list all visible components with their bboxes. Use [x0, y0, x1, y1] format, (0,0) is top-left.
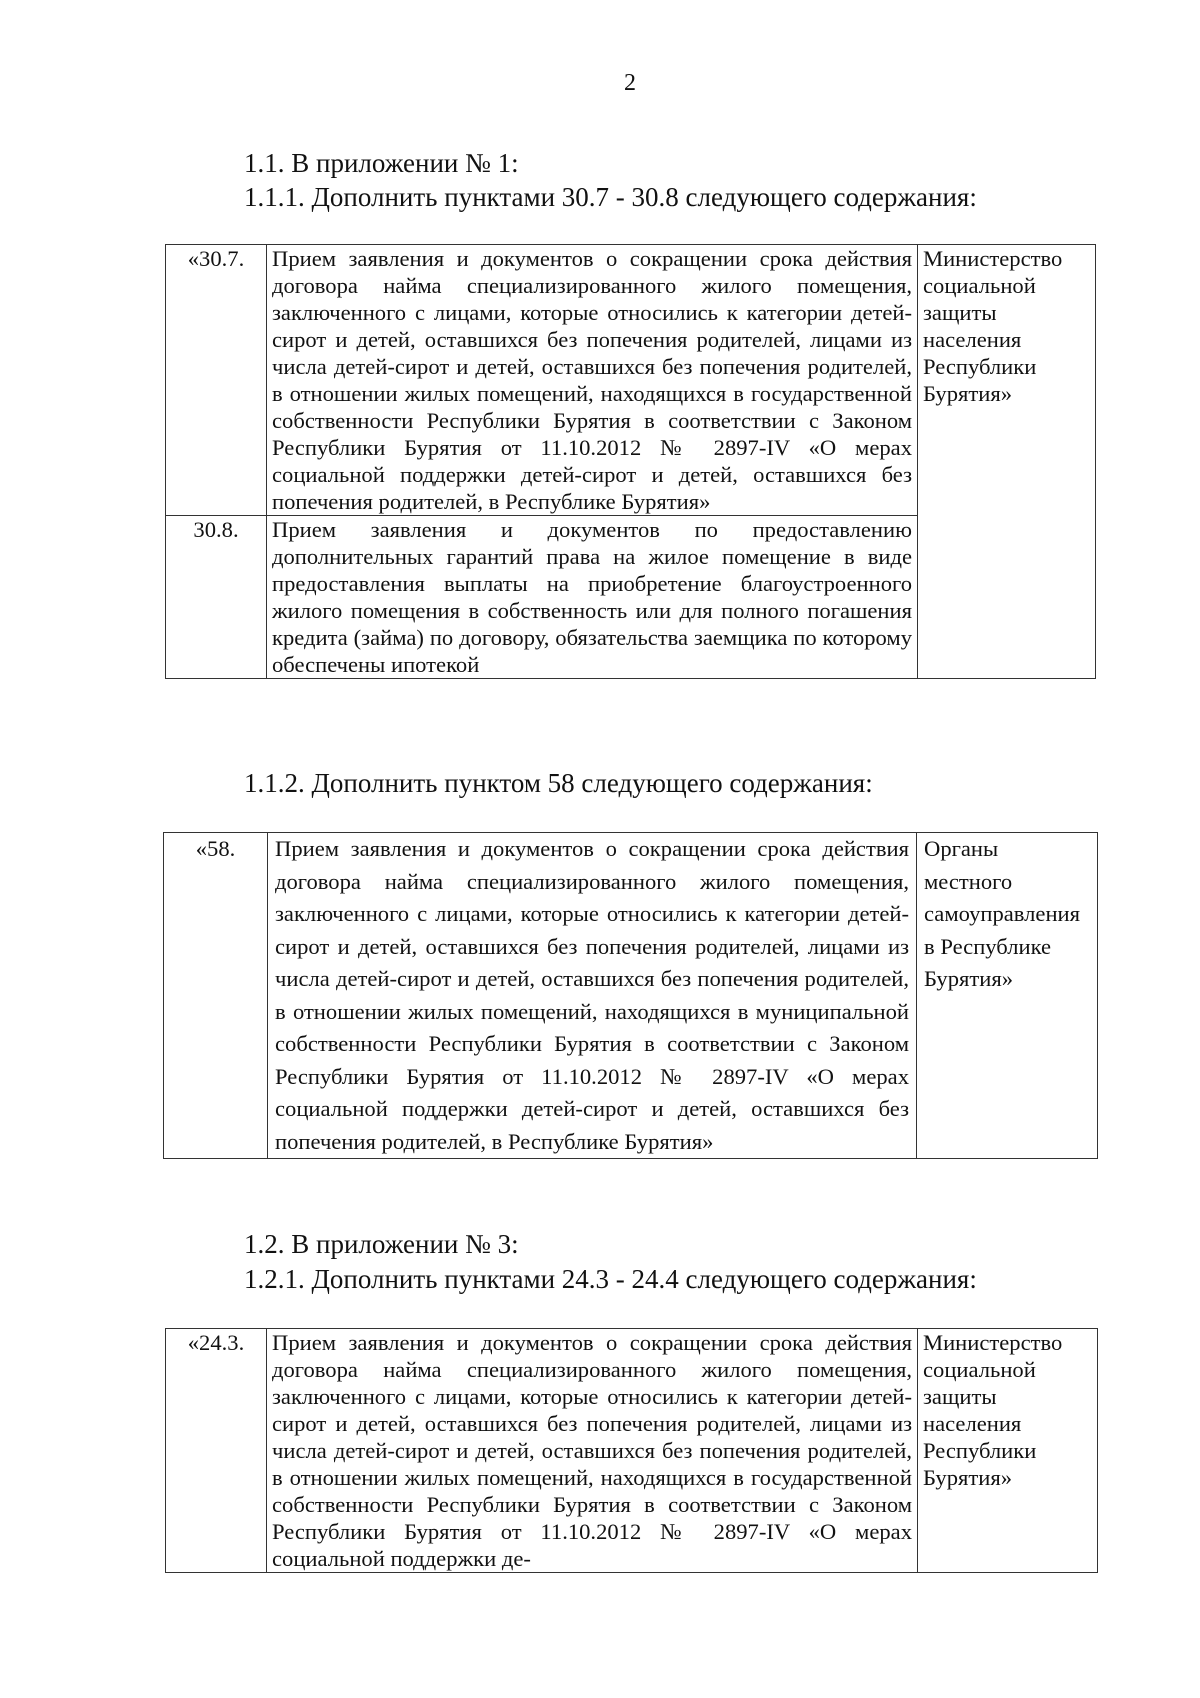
- heading-appendix-1: 1.1. В приложении № 1:: [244, 148, 519, 178]
- item-text-cell: Прием заявления и документов о сокращении срока действия договора найма специализированного жилого помещения, заключенного с лицами, которые относились к категории детей-сирот и детей, оставшихся без попечения родителей, лицами из числа детей-сирот и детей, оставшихся без попечения родителей, в отношении жилых помещений, находящихся в государственной собственности Республики Бурятия в соответствии с Законом Республики Бурятия от 11.10.2012 № 2897-IV «О мерах социальной поддержки детей-сирот и детей, оставшихся без попечения родителей, в Республике Бурятия»: [267, 245, 918, 516]
- table-row: [164, 833, 1098, 1159]
- heading-1-2-1: 1.2.1. Дополнить пунктами 24.3 - 24.4 следующего содержания:: [244, 1264, 977, 1294]
- item-text-cell: Прием заявления и документов о сокращении срока действия договора найма специализированного жилого помещения, заключенного с лицами, которые относились к категории детей-сирот и детей, оставшихся без попечения родителей, лицами из числа детей-сирот и детей, оставшихся без попечения родителей, в отношении жилых помещений, находящихся в государственной собственности Республики Бурятия в соответствии с Законом Республики Бурятия от 11.10.2012 № 2897-IV «О мерах социальной поддержки де-: [267, 1329, 918, 1573]
- item-number-cell: 30.8.: [166, 516, 267, 679]
- item-number-cell: «30.7.: [166, 245, 267, 516]
- responsible-body-cell: Министерство социальной защиты населения Республики Бурятия»: [918, 1329, 1098, 1573]
- table-row: [166, 1329, 1098, 1573]
- page-number: 2: [624, 70, 636, 96]
- table-appendix-3-item-24-3: [165, 1328, 1098, 1573]
- responsible-body-cell: Органы местного самоуправления в Республике Бурятия»: [917, 833, 1098, 1159]
- item-number-cell: «24.3.: [166, 1329, 267, 1573]
- heading-1-1-2: 1.1.2. Дополнить пунктом 58 следующего содержания:: [244, 768, 873, 798]
- item-number-cell: «58.: [164, 833, 268, 1159]
- heading-appendix-3: 1.2. В приложении № 3:: [244, 1229, 519, 1259]
- table-row: [166, 245, 1096, 516]
- heading-1-1-1: 1.1.1. Дополнить пунктами 30.7 - 30.8 следующего содержания:: [244, 182, 977, 212]
- item-text-cell: Прием заявления и документов о сокращении срока действия договора найма специализированного жилого помещения, заключенного с лицами, которые относились к категории детей-сирот и детей, оставшихся без попечения родителей, лицами из числа детей-сирот и детей, оставшихся без попечения родителей, в отношении жилых помещений, находящихся в муниципальной собственности Республики Бурятия в соответствии с Законом Республики Бурятия от 11.10.2012 № 2897-IV «О мерах социальной поддержки детей-сирот и детей, оставшихся без попечения родителей, в Республике Бурятия»: [268, 833, 917, 1159]
- item-text-cell: Прием заявления и документов по предоставлению дополнительных гарантий права на жилое помещение в виде предоставления выплаты на приобретение благоустроенного жилого помещения в собственность или для полного погашения кредита (займа) по договору, обязательства заемщика по которому обеспечены ипотекой: [267, 516, 918, 679]
- table-appendix-1-items-30-7-30-8: [165, 244, 1096, 679]
- responsible-body-cell: Министерство социальной защиты населения Республики Бурятия»: [918, 245, 1096, 679]
- table-appendix-1-item-58: [163, 832, 1098, 1159]
